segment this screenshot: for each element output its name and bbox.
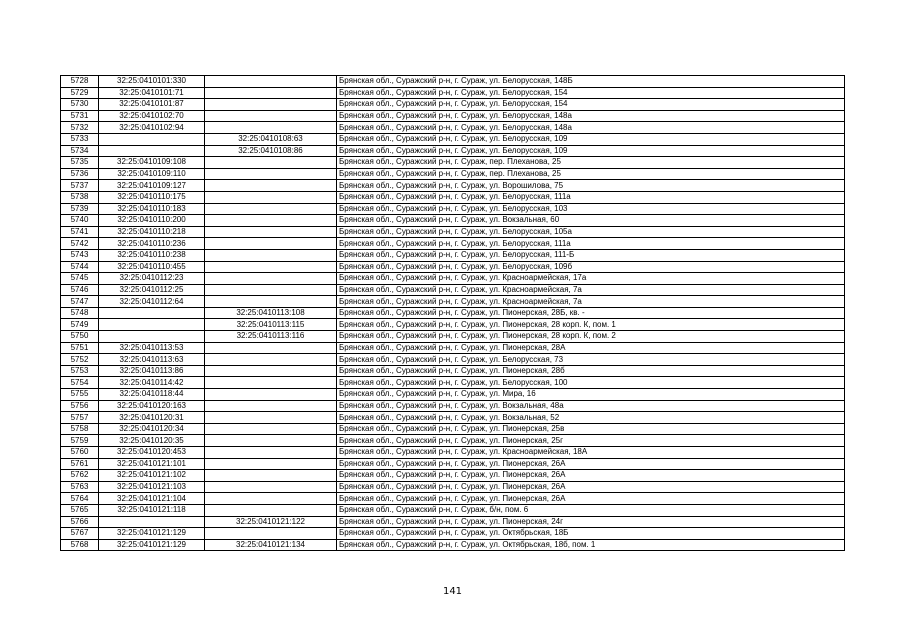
related-cadastral-number-cell (205, 284, 337, 296)
cadastral-number-cell: 32:25:0410121:104 (99, 493, 205, 505)
table-row (61, 87, 845, 99)
row-number-cell: 5745 (61, 273, 99, 285)
row-number-cell: 5735 (61, 157, 99, 169)
address-cell: Брянская обл., Суражский р-н, г. Сураж, ул. Пионерская, 28 корп. К, пом. 2 (337, 331, 845, 343)
related-cadastral-number-cell (205, 342, 337, 354)
table-row (61, 470, 845, 482)
row-number-cell: 5764 (61, 493, 99, 505)
related-cadastral-number-cell (205, 238, 337, 250)
row-number-cell: 5731 (61, 110, 99, 122)
address-cell: Брянская обл., Суражский р-н, г. Сураж, б/н, пом. 6 (337, 504, 845, 516)
row-number-cell: 5758 (61, 423, 99, 435)
cadastral-number-cell (99, 133, 205, 145)
cadastral-number-cell: 32:25:0410114:42 (99, 377, 205, 389)
related-cadastral-number-cell (205, 481, 337, 493)
cadastral-number-cell (99, 516, 205, 528)
row-number-cell: 5760 (61, 447, 99, 459)
related-cadastral-number-cell (205, 249, 337, 261)
related-cadastral-number-cell (205, 273, 337, 285)
table-row (61, 238, 845, 250)
row-number-cell: 5729 (61, 87, 99, 99)
cadastral-number-cell: 32:25:0410120:35 (99, 435, 205, 447)
table-row (61, 261, 845, 273)
related-cadastral-number-cell (205, 168, 337, 180)
address-cell: Брянская обл., Суражский р-н, г. Сураж, ул. Красноармейская, 18А (337, 447, 845, 459)
table-row (61, 284, 845, 296)
row-number-cell: 5768 (61, 539, 99, 551)
related-cadastral-number-cell (205, 365, 337, 377)
related-cadastral-number-cell (205, 412, 337, 424)
row-number-cell: 5751 (61, 342, 99, 354)
cadastral-number-cell: 32:25:0410110:236 (99, 238, 205, 250)
row-number-cell: 5765 (61, 504, 99, 516)
row-number-cell: 5752 (61, 354, 99, 366)
related-cadastral-number-cell (205, 261, 337, 273)
cadastral-number-cell: 32:25:0410109:110 (99, 168, 205, 180)
related-cadastral-number-cell (205, 493, 337, 505)
row-number-cell: 5755 (61, 389, 99, 401)
row-number-cell: 5767 (61, 528, 99, 540)
row-number-cell: 5732 (61, 122, 99, 134)
row-number-cell: 5743 (61, 249, 99, 261)
related-cadastral-number-cell: 32:25:0410121:122 (205, 516, 337, 528)
cadastral-number-cell: 32:25:0410110:200 (99, 215, 205, 227)
address-cell: Брянская обл., Суражский р-н, г. Сураж, ул. Белорусская, 154 (337, 87, 845, 99)
table-row (61, 331, 845, 343)
address-cell: Брянская обл., Суражский р-н, г. Сураж, ул. Пионерская, 28б (337, 365, 845, 377)
table-row (61, 215, 845, 227)
address-cell: Брянская обл., Суражский р-н, г. Сураж, ул. Пионерская, 28А (337, 342, 845, 354)
row-number-cell: 5766 (61, 516, 99, 528)
cadastral-number-cell: 32:25:0410110:455 (99, 261, 205, 273)
related-cadastral-number-cell (205, 354, 337, 366)
address-cell: Брянская обл., Суражский р-н, г. Сураж, ул. Пионерская, 28 корп. К, пом. 1 (337, 319, 845, 331)
related-cadastral-number-cell (205, 377, 337, 389)
table-row (61, 168, 845, 180)
table-row (61, 539, 845, 551)
address-cell: Брянская обл., Суражский р-н, г. Сураж, ул. Пионерская, 25г (337, 435, 845, 447)
related-cadastral-number-cell: 32:25:0410108:86 (205, 145, 337, 157)
cadastral-number-cell: 32:25:0410110:183 (99, 203, 205, 215)
row-number-cell: 5749 (61, 319, 99, 331)
address-cell: Брянская обл., Суражский р-н, г. Сураж, ул. Белорусская, 109 (337, 145, 845, 157)
table-row (61, 400, 845, 412)
related-cadastral-number-cell: 32:25:0410113:108 (205, 307, 337, 319)
row-number-cell: 5739 (61, 203, 99, 215)
related-cadastral-number-cell: 32:25:0410108:63 (205, 133, 337, 145)
cadastral-number-cell: 32:25:0410120:453 (99, 447, 205, 459)
table-row (61, 180, 845, 192)
related-cadastral-number-cell (205, 226, 337, 238)
related-cadastral-number-cell (205, 99, 337, 111)
address-cell: Брянская обл., Суражский р-н, г. Сураж, ул. Белорусская, 103 (337, 203, 845, 215)
address-cell: Брянская обл., Суражский р-н, г. Сураж, ул. Октябрьская, 18Б (337, 528, 845, 540)
cadastral-number-cell: 32:25:0410120:163 (99, 400, 205, 412)
cadastral-number-cell: 32:25:0410121:102 (99, 470, 205, 482)
table-row (61, 191, 845, 203)
registry-table-body (61, 76, 845, 551)
address-cell: Брянская обл., Суражский р-н, г. Сураж, ул. Пионерская, 25в (337, 423, 845, 435)
cadastral-number-cell: 32:25:0410110:238 (99, 249, 205, 261)
address-cell: Брянская обл., Суражский р-н, г. Сураж, ул. Вокзальная, 48а (337, 400, 845, 412)
cadastral-number-cell: 32:25:0410109:108 (99, 157, 205, 169)
table-row (61, 226, 845, 238)
address-cell: Брянская обл., Суражский р-н, г. Сураж, ул. Красноармейская, 17а (337, 273, 845, 285)
row-number-cell: 5753 (61, 365, 99, 377)
related-cadastral-number-cell (205, 76, 337, 88)
row-number-cell: 5744 (61, 261, 99, 273)
related-cadastral-number-cell (205, 528, 337, 540)
address-cell: Брянская обл., Суражский р-н, г. Сураж, ул. Вокзальная, 60 (337, 215, 845, 227)
related-cadastral-number-cell (205, 203, 337, 215)
related-cadastral-number-cell (205, 458, 337, 470)
address-cell: Брянская обл., Суражский р-н, г. Сураж, ул. Белорусская, 154 (337, 99, 845, 111)
cadastral-number-cell: 32:25:0410102:94 (99, 122, 205, 134)
cadastral-number-cell: 32:25:0410121:129 (99, 528, 205, 540)
cadastral-number-cell (99, 331, 205, 343)
table-row (61, 122, 845, 134)
address-cell: Брянская обл., Суражский р-н, г. Сураж, пер. Плеханова, 25 (337, 157, 845, 169)
related-cadastral-number-cell (205, 110, 337, 122)
row-number-cell: 5759 (61, 435, 99, 447)
related-cadastral-number-cell (205, 215, 337, 227)
address-cell: Брянская обл., Суражский р-н, г. Сураж, ул. Красноармейская, 7а (337, 284, 845, 296)
row-number-cell: 5734 (61, 145, 99, 157)
row-number-cell: 5738 (61, 191, 99, 203)
cadastral-number-cell: 32:25:0410112:25 (99, 284, 205, 296)
cadastral-number-cell: 32:25:0410101:71 (99, 87, 205, 99)
row-number-cell: 5737 (61, 180, 99, 192)
cadastral-number-cell: 32:25:0410113:86 (99, 365, 205, 377)
cadastral-number-cell (99, 307, 205, 319)
table-row (61, 249, 845, 261)
address-cell: Брянская обл., Суражский р-н, г. Сураж, ул. Пионерская, 24г (337, 516, 845, 528)
table-row (61, 296, 845, 308)
cadastral-number-cell: 32:25:0410120:31 (99, 412, 205, 424)
row-number-cell: 5748 (61, 307, 99, 319)
related-cadastral-number-cell (205, 400, 337, 412)
address-cell: Брянская обл., Суражский р-н, г. Сураж, ул. Пионерская, 26А (337, 470, 845, 482)
table-row (61, 423, 845, 435)
cadastral-number-cell: 32:25:0410112:23 (99, 273, 205, 285)
registry-table (60, 75, 845, 551)
table-row (61, 412, 845, 424)
table-row (61, 145, 845, 157)
address-cell: Брянская обл., Суражский р-н, г. Сураж, ул. Пионерская, 26А (337, 458, 845, 470)
related-cadastral-number-cell (205, 191, 337, 203)
cadastral-number-cell: 32:25:0410110:218 (99, 226, 205, 238)
table-row (61, 133, 845, 145)
cadastral-number-cell: 32:25:0410112:64 (99, 296, 205, 308)
table-row (61, 435, 845, 447)
address-cell: Брянская обл., Суражский р-н, г. Сураж, ул. Мира, 16 (337, 389, 845, 401)
table-row (61, 493, 845, 505)
table-row (61, 354, 845, 366)
row-number-cell: 5736 (61, 168, 99, 180)
related-cadastral-number-cell (205, 122, 337, 134)
cadastral-number-cell: 32:25:0410121:101 (99, 458, 205, 470)
related-cadastral-number-cell (205, 423, 337, 435)
address-cell: Брянская обл., Суражский р-н, г. Сураж, ул. Белорусская, 100 (337, 377, 845, 389)
row-number-cell: 5762 (61, 470, 99, 482)
row-number-cell: 5750 (61, 331, 99, 343)
address-cell: Брянская обл., Суражский р-н, г. Сураж, ул. Белорусская, 109 (337, 133, 845, 145)
cadastral-number-cell: 32:25:0410109:127 (99, 180, 205, 192)
page-number: 141 (442, 586, 463, 597)
row-number-cell: 5728 (61, 76, 99, 88)
related-cadastral-number-cell (205, 157, 337, 169)
address-cell: Брянская обл., Суражский р-н, г. Сураж, ул. Пионерская, 26А (337, 493, 845, 505)
row-number-cell: 5761 (61, 458, 99, 470)
row-number-cell: 5747 (61, 296, 99, 308)
address-cell: Брянская обл., Суражский р-н, г. Сураж, пер. Плеханова, 25 (337, 168, 845, 180)
row-number-cell: 5740 (61, 215, 99, 227)
table-row (61, 157, 845, 169)
row-number-cell: 5763 (61, 481, 99, 493)
cadastral-number-cell (99, 145, 205, 157)
address-cell: Брянская обл., Суражский р-н, г. Сураж, ул. Белорусская, 111а (337, 191, 845, 203)
table-row (61, 504, 845, 516)
cadastral-number-cell: 32:25:0410120:34 (99, 423, 205, 435)
related-cadastral-number-cell (205, 180, 337, 192)
table-row (61, 447, 845, 459)
address-cell: Брянская обл., Суражский р-н, г. Сураж, ул. Ворошилова, 75 (337, 180, 845, 192)
table-row (61, 99, 845, 111)
table-row (61, 76, 845, 88)
related-cadastral-number-cell (205, 389, 337, 401)
row-number-cell: 5733 (61, 133, 99, 145)
address-cell: Брянская обл., Суражский р-н, г. Сураж, ул. Октябрьская, 18б, пом. 1 (337, 539, 845, 551)
table-row (61, 365, 845, 377)
related-cadastral-number-cell (205, 87, 337, 99)
row-number-cell: 5757 (61, 412, 99, 424)
cadastral-number-cell: 32:25:0410121:103 (99, 481, 205, 493)
address-cell: Брянская обл., Суражский р-н, г. Сураж, ул. Белорусская, 111-Б (337, 249, 845, 261)
cadastral-number-cell: 32:25:0410110:175 (99, 191, 205, 203)
row-number-cell: 5741 (61, 226, 99, 238)
address-cell: Брянская обл., Суражский р-н, г. Сураж, ул. Белорусская, 111а (337, 238, 845, 250)
row-number-cell: 5756 (61, 400, 99, 412)
address-cell: Брянская обл., Суражский р-н, г. Сураж, ул. Пионерская, 26А (337, 481, 845, 493)
address-cell: Брянская обл., Суражский р-н, г. Сураж, ул. Пионерская, 28Б, кв. - (337, 307, 845, 319)
related-cadastral-number-cell: 32:25:0410113:115 (205, 319, 337, 331)
table-row (61, 458, 845, 470)
cadastral-number-cell: 32:25:0410113:53 (99, 342, 205, 354)
address-cell: Брянская обл., Суражский р-н, г. Сураж, ул. Вокзальная, 52 (337, 412, 845, 424)
table-row (61, 110, 845, 122)
related-cadastral-number-cell (205, 435, 337, 447)
table-row (61, 203, 845, 215)
cadastral-number-cell: 32:25:0410121:129 (99, 539, 205, 551)
address-cell: Брянская обл., Суражский р-н, г. Сураж, ул. Белорусская, 105а (337, 226, 845, 238)
table-row (61, 307, 845, 319)
address-cell: Брянская обл., Суражский р-н, г. Сураж, ул. Белорусская, 148Б (337, 76, 845, 88)
table-row (61, 481, 845, 493)
table-row (61, 528, 845, 540)
address-cell: Брянская обл., Суражский р-н, г. Сураж, ул. Белорусская, 73 (337, 354, 845, 366)
row-number-cell: 5742 (61, 238, 99, 250)
related-cadastral-number-cell (205, 447, 337, 459)
address-cell: Брянская обл., Суражский р-н, г. Сураж, ул. Белорусская, 148а (337, 110, 845, 122)
table-row (61, 377, 845, 389)
cadastral-number-cell: 32:25:0410102:70 (99, 110, 205, 122)
related-cadastral-number-cell (205, 296, 337, 308)
row-number-cell: 5746 (61, 284, 99, 296)
related-cadastral-number-cell: 32:25:0410121:134 (205, 539, 337, 551)
cadastral-number-cell: 32:25:0410121:118 (99, 504, 205, 516)
cadastral-number-cell: 32:25:0410101:87 (99, 99, 205, 111)
table-row (61, 389, 845, 401)
address-cell: Брянская обл., Суражский р-н, г. Сураж, ул. Белорусская, 109б (337, 261, 845, 273)
table-row (61, 273, 845, 285)
address-cell: Брянская обл., Суражский р-н, г. Сураж, ул. Красноармейская, 7а (337, 296, 845, 308)
cadastral-number-cell (99, 319, 205, 331)
cadastral-number-cell: 32:25:0410113:63 (99, 354, 205, 366)
table-row (61, 342, 845, 354)
cadastral-number-cell: 32:25:0410118:44 (99, 389, 205, 401)
related-cadastral-number-cell (205, 504, 337, 516)
row-number-cell: 5754 (61, 377, 99, 389)
related-cadastral-number-cell (205, 470, 337, 482)
row-number-cell: 5730 (61, 99, 99, 111)
table-row (61, 516, 845, 528)
cadastral-number-cell: 32:25:0410101:330 (99, 76, 205, 88)
address-cell: Брянская обл., Суражский р-н, г. Сураж, ул. Белорусская, 148а (337, 122, 845, 134)
table-row (61, 319, 845, 331)
related-cadastral-number-cell: 32:25:0410113:116 (205, 331, 337, 343)
